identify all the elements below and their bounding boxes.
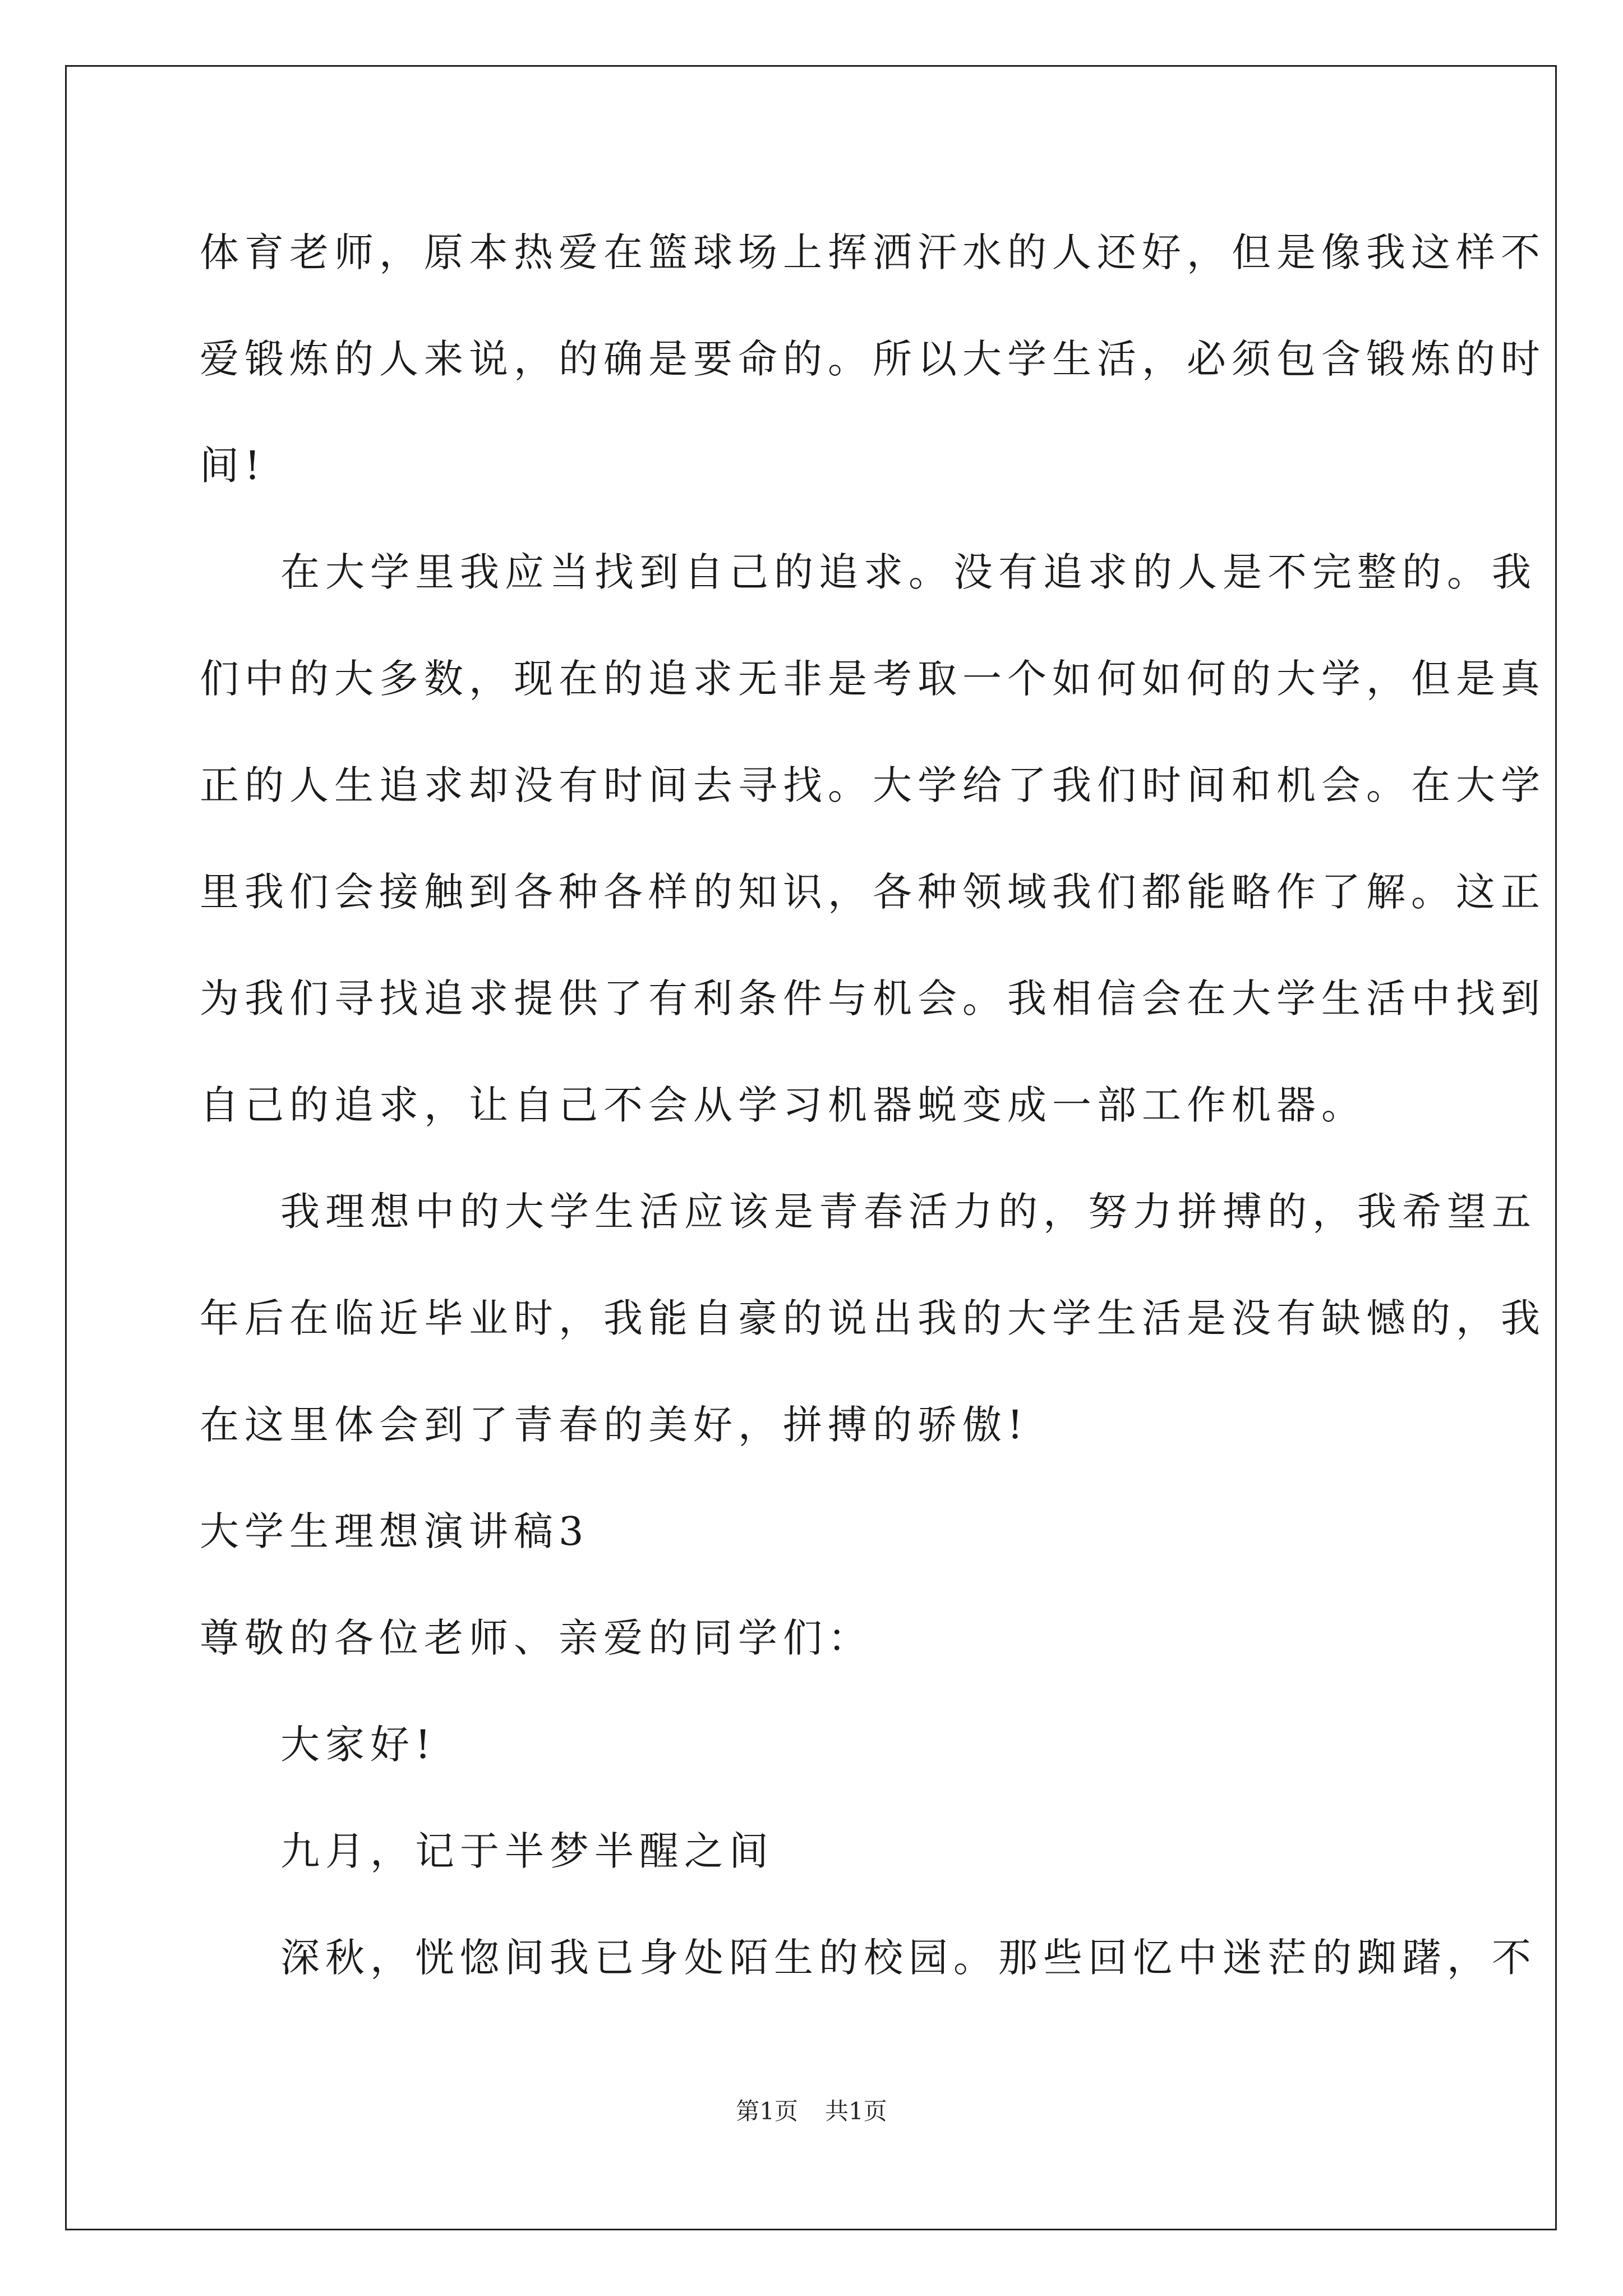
paragraph-line: 爱锻炼的人来说，的确是要命的。所以大学生活，必须包含锻炼的时 <box>200 336 1546 382</box>
page-footer <box>0 2095 1623 2128</box>
paragraph-line: 为我们寻找追求提供了有利条件与机会。我相信会在大学生活中找到 <box>200 976 1546 1022</box>
paragraph-line: 里我们会接触到各种各样的知识，各种领域我们都能略作了解。这正 <box>200 869 1546 915</box>
paragraph-line: 正的人生追求却没有时间去寻找。大学给了我们时间和机会。在大学 <box>200 762 1546 808</box>
paragraph-line: 间! <box>200 443 266 489</box>
salutation: 尊敬的各位老师、亲爱的同学们： <box>200 1615 873 1661</box>
paragraph-line: 深秋，恍惚间我已身处陌生的校园。那些回忆中迷茫的踟躇，不 <box>280 1935 1537 1981</box>
paragraph-line: 们中的大多数，现在的追求无非是考取一个如何如何的大学，但是真 <box>200 656 1546 702</box>
paragraph-line: 年后在临近毕业时，我能自豪的说出我的大学生活是没有缺憾的，我 <box>200 1295 1546 1341</box>
page-number: 第1页 <box>736 2097 798 2125</box>
page-total: 共1页 <box>825 2097 887 2125</box>
paragraph-line: 自己的追求，让自己不会从学习机器蜕变成一部工作机器。 <box>200 1082 1366 1128</box>
section-heading: 大学生理想演讲稿3 <box>200 1508 589 1554</box>
paragraph-line: 九月，记于半梦半醒之间 <box>280 1828 774 1874</box>
paragraph-line: 在大学里我应当找到自己的追求。没有追求的人是不完整的。我 <box>280 549 1537 595</box>
greeting: 大家好! <box>280 1722 437 1768</box>
paragraph-line: 体育老师，原本热爱在篮球场上挥洒汗水的人还好，但是像我这样不 <box>200 229 1546 275</box>
paragraph-line: 在这里体会到了青春的美好，拼搏的骄傲! <box>200 1402 1029 1448</box>
paragraph-line: 我理想中的大学生活应该是青春活力的，努力拼搏的，我希望五 <box>280 1189 1537 1235</box>
